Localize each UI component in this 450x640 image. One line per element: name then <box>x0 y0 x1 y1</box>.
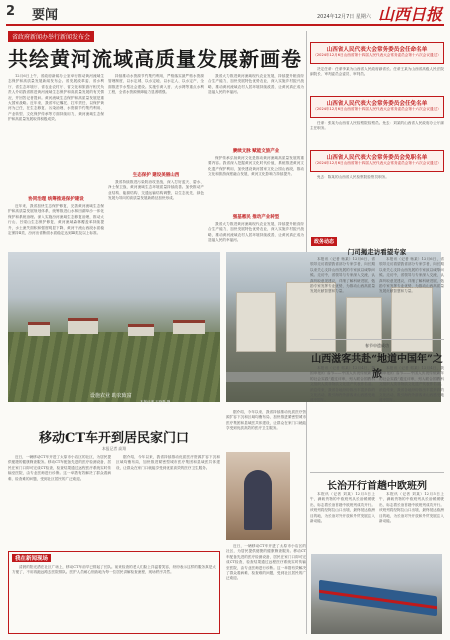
notice-3-body: 免去：陈某的山西省人民检察院检察员职务。 <box>317 175 389 179</box>
lead-body-col-3: 我省大力推进黄河流域现代农业发展，持续提升粮食综合生产能力，加快发展特色优势农业，深入实施乡村振兴战略，推动黄河流域农村人居环境持续改善，让黄河真正成为造福人民的幸福河。 <box>208 74 304 95</box>
notice-2-title: 山西省人民代表大会常务委员会任免名单 <box>326 101 428 107</box>
lead-subhead-3: 赓续文脉 赋能文旅产业 <box>232 149 280 154</box>
notice-3-sub: （2024年12月6日山西省第十四届人民代表大会常务委员会第十六次会议通过） <box>313 161 441 165</box>
lead-body-col-3b: 保护传承弘扬黄河文化是推动黄河流域高质量发展的重要内容。我省深入挖掘黄河文化时代价值，系统推进黄河文化遗产保护利用，加快建设黄河国家文化公园山西段，推动文化和旅游深度融合发展，黄河文化影响力持续提升。 <box>208 156 304 177</box>
tourism-body-col-1: 本报讯（记者 郭某）12月4日，我国申报的“春节——中国人庆祝传统新年的社会实践”通过评审，列入联合国教科文组织人类非物质文化遗产代表作名录。消息传来，我省各地纷纷推出丰富多彩的文化活动，吸引海内外游客来山西感受地道中国年。 <box>310 366 375 403</box>
mid-body-top: 据介绍，今年以来，我省持续推动优质医疗资源扩容下沉和区域均衡布局，加快推进紧密型城市医疗集团和县域医共体建设，让群众在家门口就能享受到优质高效的医疗卫生服务。 <box>226 410 306 431</box>
tourism-headline: 山西滋客共赴“地道中国年”之旅 <box>311 354 443 380</box>
lead-body-col-3c: 我省大力推进黄河流域现代农业发展，持续提升粮食综合生产能力，加快发展特色优势农业，深入实施乡村振兴战略，推动黄河流域农村人居环境持续改善，让黄河真正成为造福人民的幸福河。 <box>208 222 304 243</box>
politics-body-col-1: 本报讯（记者 杨某）12月6日，省领导走访看望我省部分专家学者，向长期以来关心支持山西发展的专家致以诚挚问候。走访中，省领导与专家深入交流，认真听取意见建议，详细了解科研进展，勉励专家发挥专业优势，为推动山西高质量发展贡献智慧和力量。 <box>310 257 375 294</box>
notice-2-body: 任命：张某为山西省人民检察院检察员。免去：刘某的山西省人民政府办公厅副主任职务。 <box>310 121 444 131</box>
lead-body-col-1: 12月6日上午，省政府新闻办公室举行推动黄河流域生态保护和高质量发展新闻发布会。省发展改革委、省水利厅、省生态环境厅、省农业农村厅、省文化和旅游厅相关负责人介绍我省推进黄河流域生态保护和高质量发展的有关情况，并回答记者提问。黄河流域生态保护和高质量发展是重大国家战略。近年来，我省牢记嘱托、扛牢责任，以保护黄河为己任，在生态修复、污染治理、水资源节约集约利用、产业转型、文化保护传承等方面持续用力，黄河流域生态保护和高质量发展取得积极成效。 <box>8 74 104 122</box>
notice-2-sub: （2024年12月6日山西省第十四届人民代表大会常务委员会第十六次会议通过） <box>313 107 441 111</box>
tourism-body-col-2: 本报讯（记者 郭某）12月4日，我国申报的“春节——中国人庆祝传统新年的社会实践”通过评审，列入联合国教科文组织人类非物质文化遗产代表作名录。消息传来，我省各地纷纷推出丰富多彩的文化活动，吸引海内外游客来山西感受地道中国年。 <box>379 366 444 403</box>
date-line: 2024年12月7日 星期六 <box>317 14 371 20</box>
feature-body-col-2: 据介绍，今年以来，我省持续推动优质医疗资源扩容下沉和区域均衡布局，加快推进紧密型城市医疗集团和县域医共体建设，让群众在家门口就能享受到优质高效的医疗卫生服务。 <box>116 455 220 470</box>
notice-1 <box>310 42 444 64</box>
right-divider <box>310 339 444 340</box>
lead-subhead-2: 生态保护 建设美丽山西 <box>132 173 180 178</box>
notice-1-title: 山西省人民代表大会常务委员会任命名单 <box>326 47 428 53</box>
photo-house <box>173 320 205 334</box>
portrait-photo <box>226 452 290 540</box>
photo-house <box>28 322 50 336</box>
feature-headline: 移动CT车开到居民家门口 <box>38 431 190 446</box>
aside-tag: 我在新闻现场 <box>12 554 51 562</box>
lead-subhead-4: 强基惠民 推动产业转型 <box>232 215 280 220</box>
photo-house <box>68 318 98 334</box>
train-headline: 长治开行首趟中欧班列 <box>327 481 427 492</box>
train-photo <box>311 554 442 634</box>
notice-2 <box>310 96 444 118</box>
train-body-col-2: 本报讯（记者 刘某）12月5日上午，满载货物的中欧班列从长治缓缓驶出，标志着长治首趟中欧班列成功开行。该班列将经阿拉山口出境，最终抵达欧洲目的地，为长治对外开放和外贸发展注入新动能。 <box>379 492 444 524</box>
right-divider <box>310 472 444 473</box>
photo-house <box>128 324 154 336</box>
train-body-col-1: 本报讯（记者 刘某）12月5日上午，满载货物的中欧班列从长治缓缓驶出，标志着长治首趟中欧班列成功开行。该班列将经阿拉山口出境，最终抵达欧洲目的地，为长治对外开放和外贸发展注入新动能。 <box>310 492 375 524</box>
mid-body-narrow <box>294 452 306 540</box>
tourism-kicker: 春节申遗成功 <box>365 343 389 348</box>
photo-building <box>236 292 276 352</box>
politics-tag: 政务动态 <box>311 237 337 246</box>
notice-1-sub: （2024年12月6日山西省第十四届人民代表大会常务委员会第十六次会议通过） <box>313 53 441 57</box>
lead-body-col-2b: 我省持续推进污染防治攻坚战，深入打好蓝天、碧水、净土保卫战，黄河流域生态环境质量持续改善。加快推动产业结构、能源结构、交通运输结构调整，以生态优先、绿色发展为导向的高质量发展新路径加快形成。 <box>108 180 204 201</box>
notice-3-title: 山西省人民代表大会常务委员会免职名单 <box>326 155 428 161</box>
lead-body-col-1b: 近年来，我省加快生态保护修复，完善黄河流域生态保护和高质量发展规划体系，统筹推进山水林田湖草沙一体化保护和系统治理。深入实施汾河流域生态修复治理，推动太行山、吕梁山生态保护修复，黄河流域森林覆盖率持续提升，水土流失面积和强度明显下降，黄河干流山西段水质稳定保持Ⅱ类，汾河出省断面水质稳定达到Ⅲ类及以上标准。 <box>8 204 104 236</box>
photo-credit: 本报记者 王晓磊 摄 <box>140 400 171 404</box>
lead-headline: 共绘黄河流域高质量发展新画卷 <box>8 47 302 71</box>
section-title: 要闻 <box>32 8 59 23</box>
notice-3 <box>310 150 444 172</box>
notice-1-body: 决定任命：任命李某为山西省人民政府副省长。任命王某为山西省高级人民法院副院长、审判委员会委员、审判员。 <box>310 67 444 77</box>
lead-kicker: 省政府新闻办举行新闻发布会 <box>8 31 94 42</box>
newspaper-logo: 山西日报 <box>377 5 442 24</box>
photo-person <box>244 470 272 530</box>
politics-body-col-2: 本报讯（记者 杨某）12月6日，省领导走访看望我省部分专家学者，向长期以来关心支持山西发展的专家致以诚挚问候。走访中，省领导与专家深入交流，认真听取意见建议，详细了解科研进展，勉励专家发挥专业优势，为推动山西高质量发展贡献智慧和力量。 <box>379 257 444 294</box>
feature-body-col-1: 近日，一辆移动CT车开进了太原市小店区的社区，为居民提供便捷的健康筛查服务。移动CT车配备先进的医疗检测设备，居民在家门口即可完成CT检查，检查结果通过远程医疗系统实时传输至医院，由专业医师进行诊断。这一举措有效解决了群众看病难、检查难的问题，受到社区居民的广泛欢迎。 <box>8 455 111 481</box>
feature-byline: 本报记者 高翔 <box>102 446 126 451</box>
politics-headline: 门司揭走访看望专家 <box>347 248 407 256</box>
masthead <box>0 0 450 26</box>
aside-body: 清晨的阳光洒在社区广场上，移动CT车前早已排起了长队。前来检查的老人们脸上洋溢着笑容，纷纷表示这样的服务真是太方便了，不用再跑远路去医院排队。医护人员耐心细致地为每一位居民讲解检查流程，现场秩序井然。 <box>12 565 216 575</box>
greenhouse-photo <box>8 252 220 402</box>
header-rule <box>6 24 444 26</box>
mid-body-bottom: 近日，一辆移动CT车开进了太原市小店区的社区，为居民提供便捷的健康筛查服务。移动CT车配备先进的医疗检测设备，居民在家门口即可完成CT检查，检查结果通过远程医疗系统实时传输至医院，由专业医师进行诊断。这一举措有效解决了群众看病难、检查难的问题，受到社区居民的广泛欢迎。 <box>226 544 306 581</box>
lead-body-col-2: 持续推动水资源节约集约利用，严格落实最严格水资源管理制度，以水定城、以水定地、以水定人、以水定产，全面推进节水型社会建设。实施引黄入晋、大水网等重点水利工程，全省水资源保障能力显著增强。 <box>108 74 204 95</box>
photo-caption: 设施农业 助农致富 <box>90 393 132 399</box>
lead-subhead-1: 协同治理 统筹推进保护建设 <box>28 197 84 202</box>
page-number: 2 <box>6 4 16 19</box>
